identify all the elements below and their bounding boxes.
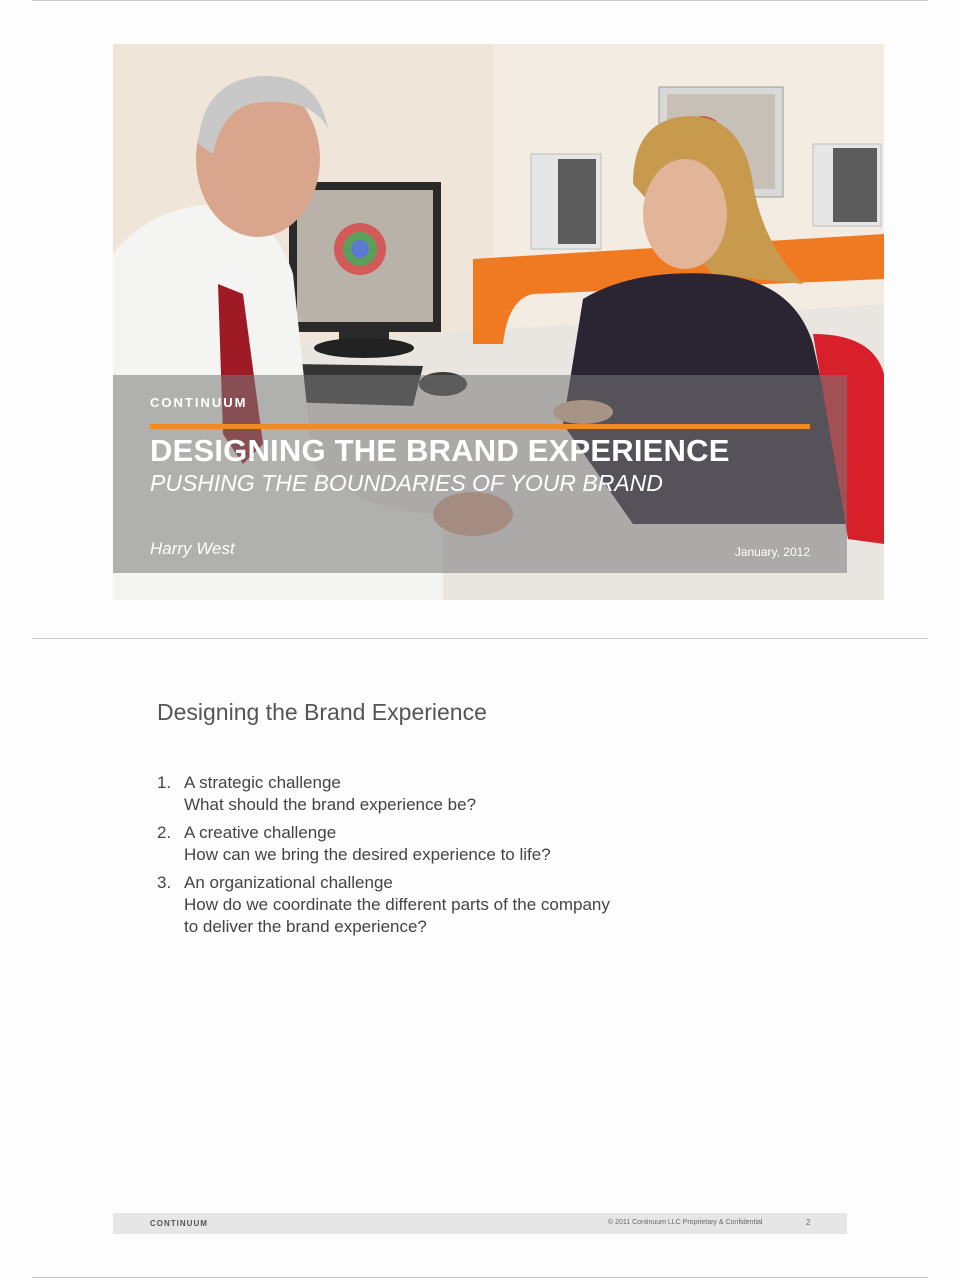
agenda-item-number: 3. xyxy=(157,873,172,892)
page-divider-top xyxy=(32,0,928,1)
page-divider-bottom xyxy=(32,1277,928,1278)
cover-title: DESIGNING THE BRAND EXPERIENCE xyxy=(150,433,730,468)
agenda-item-detail: to deliver the brand experience? xyxy=(184,917,427,936)
cover-title-overlay xyxy=(113,375,847,573)
footer-page-number: 2 xyxy=(806,1218,811,1227)
agenda-item-number: 1. xyxy=(157,773,172,792)
agenda-item-detail: How can we bring the desired experience to life? xyxy=(184,845,551,864)
agenda-list xyxy=(157,772,717,944)
cover-subtitle: PUSHING THE BOUNDARIES OF YOUR BRAND xyxy=(150,470,663,496)
footer-brand-logo: CONTINUUM xyxy=(150,1219,208,1228)
slide-footer xyxy=(113,1213,847,1234)
agenda-item-detail: How do we coordinate the different parts of the company xyxy=(184,895,610,914)
agenda-item-detail: What should the brand experience be? xyxy=(184,795,477,814)
agenda-item xyxy=(157,872,717,938)
agenda-item-number: 2. xyxy=(157,823,172,842)
brand-logo: CONTINUUM xyxy=(150,395,248,410)
cover-author: Harry West xyxy=(150,539,235,558)
agenda-item xyxy=(157,772,717,816)
cover-date: January, 2012 xyxy=(734,545,810,559)
agenda-item-heading: A strategic challenge xyxy=(184,773,341,792)
footer-copyright: © 2011 Continuum LLC Proprietary & Confidential xyxy=(608,1219,763,1226)
agenda-item xyxy=(157,822,717,866)
cover-slide xyxy=(113,44,884,600)
slide-title: Designing the Brand Experience xyxy=(157,699,487,725)
agenda-item-heading: An organizational challenge xyxy=(184,873,393,892)
accent-rule xyxy=(150,424,810,429)
page-divider-middle xyxy=(32,638,928,639)
agenda-item-heading: A creative challenge xyxy=(184,823,337,842)
